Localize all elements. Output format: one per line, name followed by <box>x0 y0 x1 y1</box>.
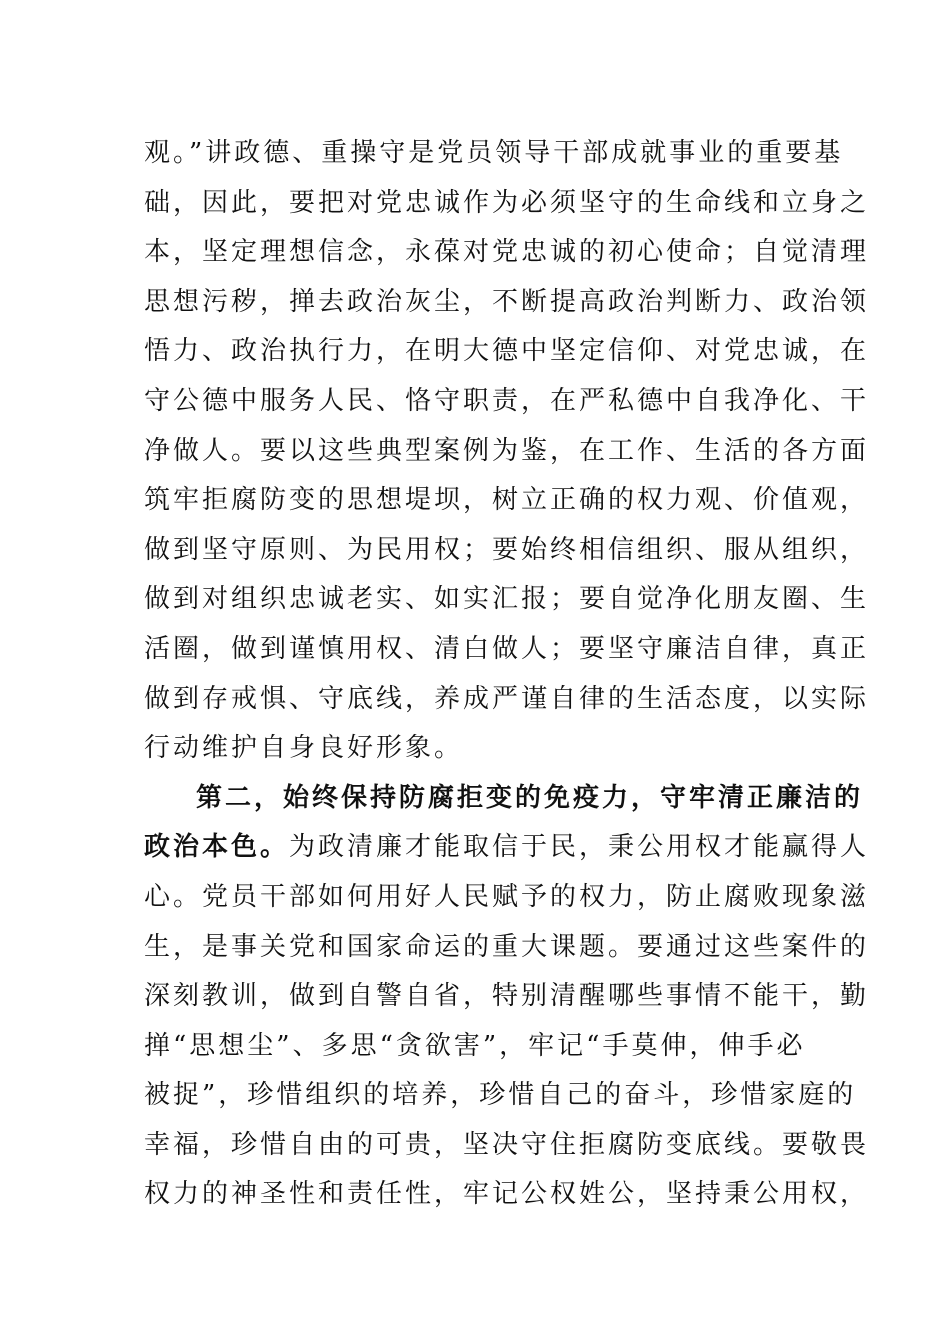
text-line: 悟力、政治执行力，在明大德中坚定信仰、对党忠诚，在 <box>144 336 870 367</box>
text-line: 掸“思想尘”、多思“贪欲害”，牢记“手莫伸，伸手必 <box>144 1030 806 1061</box>
text-line: 做到存戒惧、守底线，养成严谨自律的生活态度，以实际 <box>144 683 870 714</box>
text-line: 做到对组织忠诚老实、如实汇报；要自觉净化朋友圈、生 <box>144 584 870 615</box>
text-line: 深刻教训，做到自警自省，特别清醒哪些事情不能干，勤 <box>144 981 870 1012</box>
text-line: 守公德中服务人民、恪守职责，在严私德中自我净化、干 <box>144 385 870 416</box>
text-line: 筑牢拒腐防变的思想堤坝，树立正确的权力观、价值观， <box>144 485 870 516</box>
text-line: 础，因此，要把对党忠诚作为必须坚守的生命线和立身之 <box>144 187 870 218</box>
text-line: 做到坚守原则、为民用权；要始终相信组织、服从组织， <box>144 534 870 565</box>
paragraph-2 <box>144 774 870 1220</box>
text-line: 思想污秽，掸去政治灰尘，不断提高政治判断力、政治领 <box>144 286 870 317</box>
text-line: 被捉”，珍惜组织的培养，珍惜自己的奋斗，珍惜家庭的 <box>144 1080 857 1111</box>
text-line: 本，坚定理想信念，永葆对党忠诚的初心使命；自觉清理 <box>144 237 870 268</box>
text-line: 观。”讲政德、重操守是党员领导干部成就事业的重要基 <box>144 138 844 168</box>
text-line: 生，是事关党和国家命运的重大课题。要通过这些案件的 <box>144 931 870 962</box>
section-heading-tail: 政治本色。 <box>144 832 290 863</box>
text-line: 心。党员干部如何用好人民赋予的权力，防止腐败现象滋 <box>144 881 870 912</box>
text-line: 幸福，珍惜自由的可贵，坚决守住拒腐防变底线。要敬畏 <box>144 1129 870 1160</box>
text-line: 活圈，做到谨慎用权、清白做人；要坚守廉洁自律，真正 <box>144 633 870 664</box>
paragraph-1 <box>144 129 870 774</box>
text-line: 行动维护自身良好形象。 <box>144 733 464 764</box>
text-line <box>144 823 870 873</box>
document-body <box>144 129 870 1220</box>
text-line: 权力的神圣性和责任性，牢记公权姓公，坚持秉公用权， <box>144 1179 870 1210</box>
text-line: 净做人。要以这些典型案例为鉴，在工作、生活的各方面 <box>144 435 870 466</box>
text-run: 为政清廉才能取信于民，秉公用权才能赢得人 <box>289 832 870 863</box>
section-heading: 第二，始终保持防腐拒变的免疫力，守牢清正廉洁的 <box>196 782 864 813</box>
